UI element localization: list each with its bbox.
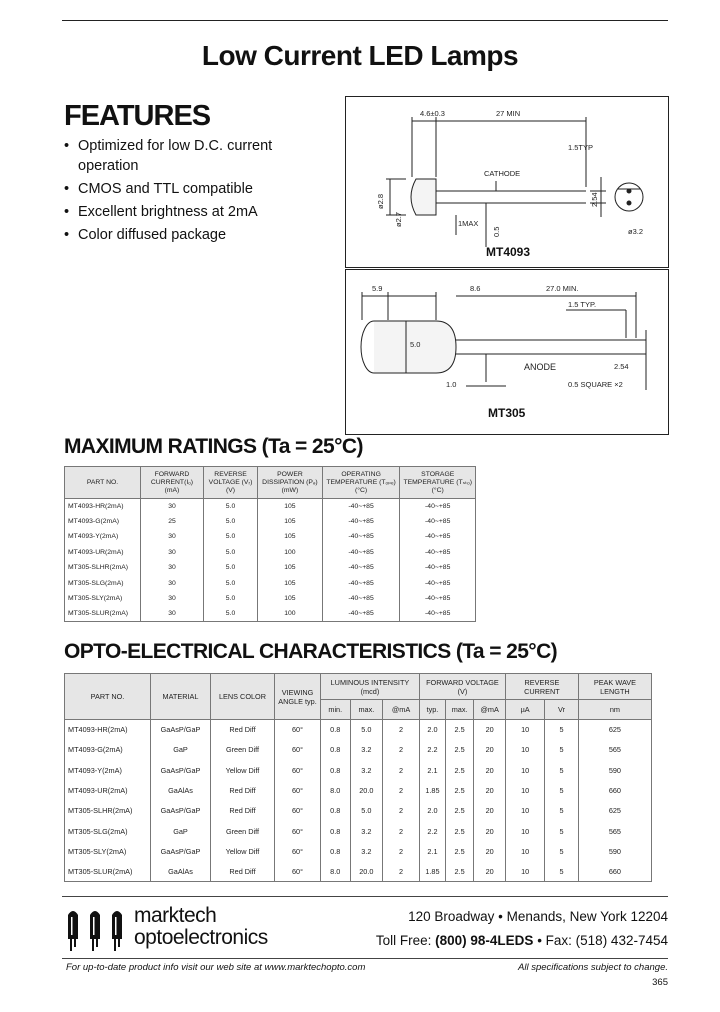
part-number-cell: MT4093-UR(2mA) — [65, 545, 141, 560]
table-row — [65, 760, 652, 780]
spec-disclaimer: All specifications subject to change. — [518, 962, 668, 973]
table-cell: GaAsP/GaP — [151, 720, 211, 740]
table-row — [65, 841, 652, 861]
column-header: MATERIAL — [151, 674, 211, 720]
table-cell: 10 — [506, 740, 545, 760]
table-cell: 660 — [578, 862, 651, 882]
table-cell: 2.5 — [446, 780, 474, 800]
table-cell: -40~+85 — [400, 575, 476, 590]
table-cell: 20 — [474, 862, 506, 882]
column-header: FORWARD CURRENT(Iₒ) (mA) — [141, 467, 204, 499]
table-cell: 0.8 — [321, 801, 351, 821]
part-number-cell: MT4093-G(2mA) — [65, 514, 141, 529]
table-cell: Red Diff — [211, 720, 275, 740]
table-cell: 60° — [275, 720, 321, 740]
column-header: REVERSE CURRENT — [506, 674, 579, 700]
mt4093-outline-diagram — [346, 97, 670, 269]
mt4093-drawing — [345, 96, 669, 268]
table-cell: 20.0 — [350, 780, 383, 800]
company-name-line2: optoelectronics — [134, 926, 268, 949]
table-cell: 590 — [578, 841, 651, 861]
table-cell: 10 — [506, 760, 545, 780]
opto-heading: OPTO-ELECTRICAL CHARACTERISTICS (Ta = 25°C) — [64, 640, 558, 663]
table-cell: 20 — [474, 801, 506, 821]
table-cell: 5.0 — [350, 720, 383, 740]
table-cell: 60° — [275, 862, 321, 882]
table-cell: 3.2 — [350, 821, 383, 841]
features-heading: FEATURES — [64, 100, 211, 132]
table-row — [65, 591, 476, 606]
table-cell: 2.5 — [446, 740, 474, 760]
table-row — [65, 780, 652, 800]
table-cell: 20 — [474, 720, 506, 740]
table-cell: -40~+85 — [322, 591, 400, 606]
table-cell: -40~+85 — [400, 591, 476, 606]
column-header: FORWARD VOLTAGE (V) — [419, 674, 505, 700]
table-cell: -40~+85 — [322, 606, 400, 621]
table-cell: -40~+85 — [400, 606, 476, 621]
table-cell: -40~+85 — [322, 529, 400, 544]
part-number-cell: MT305-SLG(2mA) — [65, 821, 151, 841]
table-cell: 2.1 — [419, 760, 445, 780]
dim-label: 1MAX — [458, 219, 479, 228]
table-cell: Red Diff — [211, 862, 275, 882]
dim-label: 5.0 — [410, 340, 421, 349]
table-cell: 2.0 — [419, 720, 445, 740]
part-number-cell: MT4093-UR(2mA) — [65, 780, 151, 800]
table-cell: 1.85 — [419, 862, 445, 882]
table-cell: 30 — [141, 591, 204, 606]
table-cell: 2.2 — [419, 821, 445, 841]
sub-header: @mA — [474, 700, 506, 720]
table-row — [65, 606, 476, 621]
table-cell: -40~+85 — [322, 575, 400, 590]
top-rule — [62, 20, 668, 21]
sub-header: @mA — [383, 700, 420, 720]
dim-label: 1.5TYP — [568, 143, 594, 152]
contact-phone — [376, 933, 668, 948]
table-row — [65, 499, 476, 514]
table-cell: 2 — [383, 720, 420, 740]
table-cell: 105 — [258, 529, 323, 544]
company-name-line1: marktech — [134, 904, 217, 927]
table-cell: 20 — [474, 841, 506, 861]
dim-label: ø2.7 — [394, 211, 403, 227]
table-cell: 625 — [578, 720, 651, 740]
table-cell: 105 — [258, 499, 323, 514]
part-number-cell: MT4093-Y(2mA) — [65, 760, 151, 780]
table-cell: 5.0 — [203, 514, 257, 529]
table-cell: 2.2 — [419, 740, 445, 760]
table-cell: 60° — [275, 760, 321, 780]
table-cell: 5.0 — [350, 801, 383, 821]
dim-label: ø2.8 — [376, 193, 385, 209]
mt305-label: MT305 — [488, 406, 526, 420]
sub-header: Vr — [545, 700, 579, 720]
table-cell: 0.8 — [321, 720, 351, 740]
table-cell: GaAlAs — [151, 780, 211, 800]
sub-header: typ. — [419, 700, 445, 720]
table-row — [65, 720, 652, 740]
table-cell: 8.0 — [321, 862, 351, 882]
table-cell: 0.8 — [321, 841, 351, 861]
table-cell: 2.5 — [446, 760, 474, 780]
page-number: 365 — [652, 977, 668, 988]
table-cell: 10 — [506, 780, 545, 800]
dim-label: 27.0 MIN. — [546, 284, 579, 293]
table-cell: 5.0 — [203, 575, 257, 590]
table-cell: 2.5 — [446, 862, 474, 882]
table-cell: 60° — [275, 841, 321, 861]
table-cell: 2.5 — [446, 841, 474, 861]
table-cell: -40~+85 — [322, 514, 400, 529]
table-cell: 5.0 — [203, 499, 257, 514]
table-cell: 2 — [383, 821, 420, 841]
dim-label: 27 MIN — [496, 109, 521, 118]
part-number-cell: MT305-SLUR(2mA) — [65, 606, 141, 621]
table-cell: GaAlAs — [151, 862, 211, 882]
table-cell: 5.0 — [203, 606, 257, 621]
feature-item: • Optimized for low D.C. current operation — [64, 136, 324, 176]
table-cell: 20.0 — [350, 862, 383, 882]
table-cell: 2 — [383, 780, 420, 800]
table-cell: -40~+85 — [322, 499, 400, 514]
table-cell: Green Diff — [211, 740, 275, 760]
table-cell: 30 — [141, 529, 204, 544]
table-cell: 10 — [506, 862, 545, 882]
table-cell: 660 — [578, 780, 651, 800]
table-cell: 2.0 — [419, 801, 445, 821]
table-cell: 2 — [383, 801, 420, 821]
table-cell: 30 — [141, 606, 204, 621]
table-cell: Green Diff — [211, 821, 275, 841]
table-cell: 10 — [506, 801, 545, 821]
table-cell: 105 — [258, 514, 323, 529]
table-cell: -40~+85 — [400, 499, 476, 514]
table-cell: 0.8 — [321, 740, 351, 760]
column-header: LUMINOUS INTENSITY (mcd) — [321, 674, 420, 700]
opto-table — [64, 673, 652, 882]
table-cell: -40~+85 — [400, 514, 476, 529]
table-cell: 0.8 — [321, 760, 351, 780]
table-cell: 105 — [258, 591, 323, 606]
table-cell: 5 — [545, 862, 579, 882]
table-cell: 2 — [383, 841, 420, 861]
table-cell: 30 — [141, 499, 204, 514]
page-title: Low Current LED Lamps — [201, 40, 519, 71]
table-cell: 60° — [275, 740, 321, 760]
table-row — [65, 740, 652, 760]
dim-label: 8.6 — [470, 284, 481, 293]
dim-label: ANODE — [524, 362, 557, 372]
table-cell: 2.5 — [446, 801, 474, 821]
table-cell: 5.0 — [203, 560, 257, 575]
column-header: PART NO. — [65, 674, 151, 720]
table-cell: 2.1 — [419, 841, 445, 861]
table-cell: -40~+85 — [322, 560, 400, 575]
table-cell: 30 — [141, 545, 204, 560]
table-cell: 590 — [578, 760, 651, 780]
table-cell: 5.0 — [203, 529, 257, 544]
table-row — [65, 529, 476, 544]
tollfree-label: Toll Free: — [375, 933, 432, 948]
company-address: 120 Broadway • Menands, New York 12204 — [408, 909, 668, 924]
dim-label: 2.54 — [614, 362, 629, 371]
tollfree-number: (800) 98-4LEDS — [435, 933, 534, 948]
table-cell: -40~+85 — [400, 529, 476, 544]
dim-label: 5.9 — [372, 284, 383, 293]
table-cell: 25 — [141, 514, 204, 529]
table-row — [65, 862, 652, 882]
table-cell: 5 — [545, 760, 579, 780]
feature-item: • Color diffused package — [64, 225, 324, 245]
table-cell: 3.2 — [350, 760, 383, 780]
part-number-cell: MT4093-Y(2mA) — [65, 529, 141, 544]
table-cell: Yellow Diff — [211, 760, 275, 780]
table-cell: 30 — [141, 560, 204, 575]
column-header: VIEWING ANGLE typ. — [275, 674, 321, 720]
table-cell: GaP — [151, 821, 211, 841]
dim-label: 2.54 — [590, 192, 599, 207]
table-cell: 60° — [275, 801, 321, 821]
dim-label: CATHODE — [484, 169, 521, 178]
table-cell: 5 — [545, 780, 579, 800]
table-cell: GaAsP/GaP — [151, 760, 211, 780]
column-header: POWER DISSIPATION (Pₔ) (mW) — [258, 467, 323, 499]
table-cell: -40~+85 — [400, 560, 476, 575]
marktech-logo-icon — [66, 905, 128, 953]
table-cell: 5.0 — [203, 591, 257, 606]
dim-label: 1.0 — [446, 380, 457, 389]
table-cell: 2 — [383, 760, 420, 780]
column-header: LENS COLOR — [211, 674, 275, 720]
dim-label: 1.5 TYP. — [568, 300, 597, 309]
table-cell: 105 — [258, 560, 323, 575]
sub-header: nm — [578, 700, 651, 720]
feature-item: • CMOS and TTL compatible — [64, 179, 324, 199]
dim-label: ø3.2 — [628, 227, 644, 236]
table-cell: 8.0 — [321, 780, 351, 800]
part-number-cell: MT305-SLHR(2mA) — [65, 560, 141, 575]
part-number-cell: MT4093-G(2mA) — [65, 740, 151, 760]
table-cell: 20 — [474, 780, 506, 800]
dim-label: 0.5 SQUARE ×2 — [568, 380, 623, 389]
table-cell: 5 — [545, 801, 579, 821]
table-row — [65, 545, 476, 560]
part-number-cell: MT305-SLY(2mA) — [65, 841, 151, 861]
table-cell: Red Diff — [211, 780, 275, 800]
features-list — [64, 136, 324, 248]
table-cell: 30 — [141, 575, 204, 590]
sub-header: µA — [506, 700, 545, 720]
footer-rule — [62, 958, 668, 959]
part-number-cell: MT305-SLHR(2mA) — [65, 801, 151, 821]
fax-number: • Fax: (518) 432-7454 — [537, 933, 668, 948]
table-cell: 10 — [506, 821, 545, 841]
table-cell: 5 — [545, 740, 579, 760]
bottom-rule — [62, 896, 668, 897]
table-cell: -40~+85 — [322, 545, 400, 560]
table-cell: GaP — [151, 740, 211, 760]
column-header: REVERSE VOLTAGE (Vᵣ) (V) — [203, 467, 257, 499]
table-cell: 60° — [275, 821, 321, 841]
table-cell: 100 — [258, 545, 323, 560]
table-cell: 5.0 — [203, 545, 257, 560]
table-cell: 105 — [258, 575, 323, 590]
table-cell: 565 — [578, 740, 651, 760]
column-header: OPERATING TEMPERATURE (Tₒₚₑ) (°C) — [322, 467, 400, 499]
part-number-cell: MT4093-HR(2mA) — [65, 499, 141, 514]
mt305-drawing — [345, 269, 669, 435]
column-header: PEAK WAVE LENGTH — [578, 674, 651, 700]
table-row — [65, 801, 652, 821]
table-cell: -40~+85 — [400, 545, 476, 560]
table-cell: 100 — [258, 606, 323, 621]
dim-label: 0.5 — [492, 226, 501, 237]
table-cell: 565 — [578, 821, 651, 841]
table-cell: 5 — [545, 821, 579, 841]
table-cell: 20 — [474, 760, 506, 780]
table-cell: Red Diff — [211, 801, 275, 821]
table-cell: 60° — [275, 780, 321, 800]
dim-label: 4.6±0.3 — [420, 109, 445, 118]
table-cell: 625 — [578, 801, 651, 821]
table-row — [65, 560, 476, 575]
table-cell: Yellow Diff — [211, 841, 275, 861]
table-cell: 20 — [474, 821, 506, 841]
max-ratings-table — [64, 466, 476, 622]
table-cell: 1.85 — [419, 780, 445, 800]
sub-header: max. — [350, 700, 383, 720]
sub-header: min. — [321, 700, 351, 720]
company-name — [134, 905, 268, 949]
part-number-cell: MT4093-HR(2mA) — [65, 720, 151, 740]
part-number-cell: MT305-SLY(2mA) — [65, 591, 141, 606]
table-row — [65, 821, 652, 841]
table-cell: 5 — [545, 841, 579, 861]
table-cell: 3.2 — [350, 740, 383, 760]
website-note: For up-to-date product info visit our web site at www.marktechopto.com — [66, 962, 366, 973]
table-cell: 2.5 — [446, 720, 474, 740]
table-cell: 5 — [545, 720, 579, 740]
table-cell: GaAsP/GaP — [151, 801, 211, 821]
part-number-cell: MT305-SLG(2mA) — [65, 575, 141, 590]
column-header: STORAGE TEMPERATURE (Tₛₜₒ) (°C) — [400, 467, 476, 499]
table-cell: 2.5 — [446, 821, 474, 841]
part-number-cell: MT305-SLUR(2mA) — [65, 862, 151, 882]
table-cell: 20 — [474, 740, 506, 760]
mt4093-label: MT4093 — [486, 245, 531, 259]
table-cell: 10 — [506, 841, 545, 861]
table-row — [65, 575, 476, 590]
table-cell: 3.2 — [350, 841, 383, 861]
column-header: PART NO. — [65, 467, 141, 499]
feature-item: • Excellent brightness at 2mA — [64, 202, 324, 222]
table-cell: GaAsP/GaP — [151, 841, 211, 861]
table-cell: 2 — [383, 862, 420, 882]
sub-header: max. — [446, 700, 474, 720]
max-ratings-heading: MAXIMUM RATINGS (Ta = 25°C) — [64, 435, 363, 458]
table-cell: 0.8 — [321, 821, 351, 841]
table-row — [65, 514, 476, 529]
table-cell: 10 — [506, 720, 545, 740]
table-cell: 2 — [383, 740, 420, 760]
